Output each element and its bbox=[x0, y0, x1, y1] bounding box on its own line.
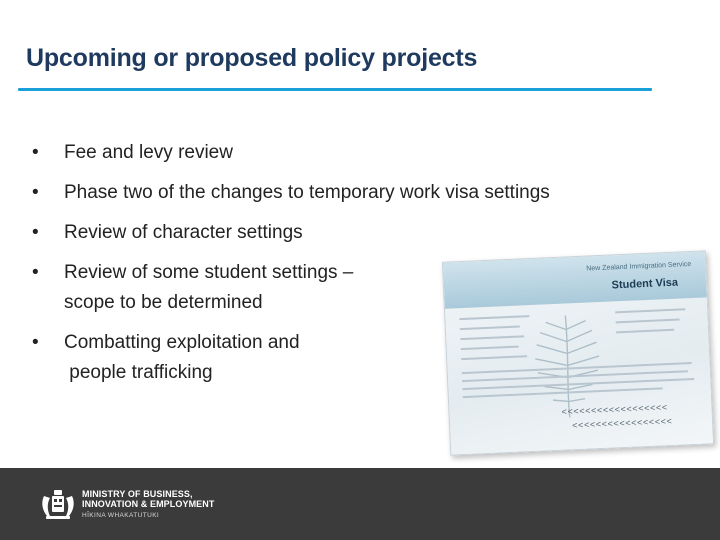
bullet-item-character bbox=[30, 218, 650, 248]
bullet-item-fee-levy bbox=[30, 138, 650, 168]
visa-mrz-line: <<<<<<<<<<<<<<<<<< bbox=[561, 403, 668, 418]
bullet-marker: • bbox=[32, 222, 39, 243]
visa-mrz-line: <<<<<<<<<<<<<<<<< bbox=[571, 416, 673, 432]
bullet-item-work-visa bbox=[30, 178, 650, 208]
footer-bar bbox=[0, 468, 720, 540]
visa-type-label: Student Visa bbox=[611, 276, 679, 292]
bullet-text: Combatting exploitation and bbox=[64, 332, 300, 353]
bullet-marker: • bbox=[32, 142, 39, 163]
bullet-marker: • bbox=[32, 182, 39, 203]
ministry-name-line: MINISTRY OF BUSINESS, bbox=[82, 489, 193, 499]
bullet-marker: • bbox=[32, 262, 39, 283]
bullet-text: Phase two of the changes to temporary work visa settings bbox=[64, 182, 550, 203]
bullet-marker: • bbox=[32, 332, 39, 353]
bullet-text: Review of character settings bbox=[64, 222, 303, 243]
visa-field-line bbox=[615, 308, 685, 313]
student-visa-image bbox=[442, 250, 714, 455]
ministry-name-line: INNOVATION & EMPLOYMENT bbox=[82, 499, 215, 509]
slide-title: Upcoming or proposed policy projects bbox=[26, 44, 478, 72]
title-divider bbox=[18, 88, 652, 91]
bullet-text: Review of some student settings – bbox=[64, 262, 354, 283]
nz-coat-of-arms-icon bbox=[38, 488, 78, 522]
bullet-text-continued: scope to be determined bbox=[64, 292, 263, 313]
visa-issuer-text: New Zealand Immigration Service bbox=[586, 260, 692, 273]
ministry-name bbox=[82, 489, 214, 509]
ministry-maori-name: HĪKINA WHAKATUTUKI bbox=[82, 512, 160, 519]
bullet-text: Fee and levy review bbox=[64, 142, 233, 163]
bullet-text-continued: people trafficking bbox=[64, 362, 213, 383]
